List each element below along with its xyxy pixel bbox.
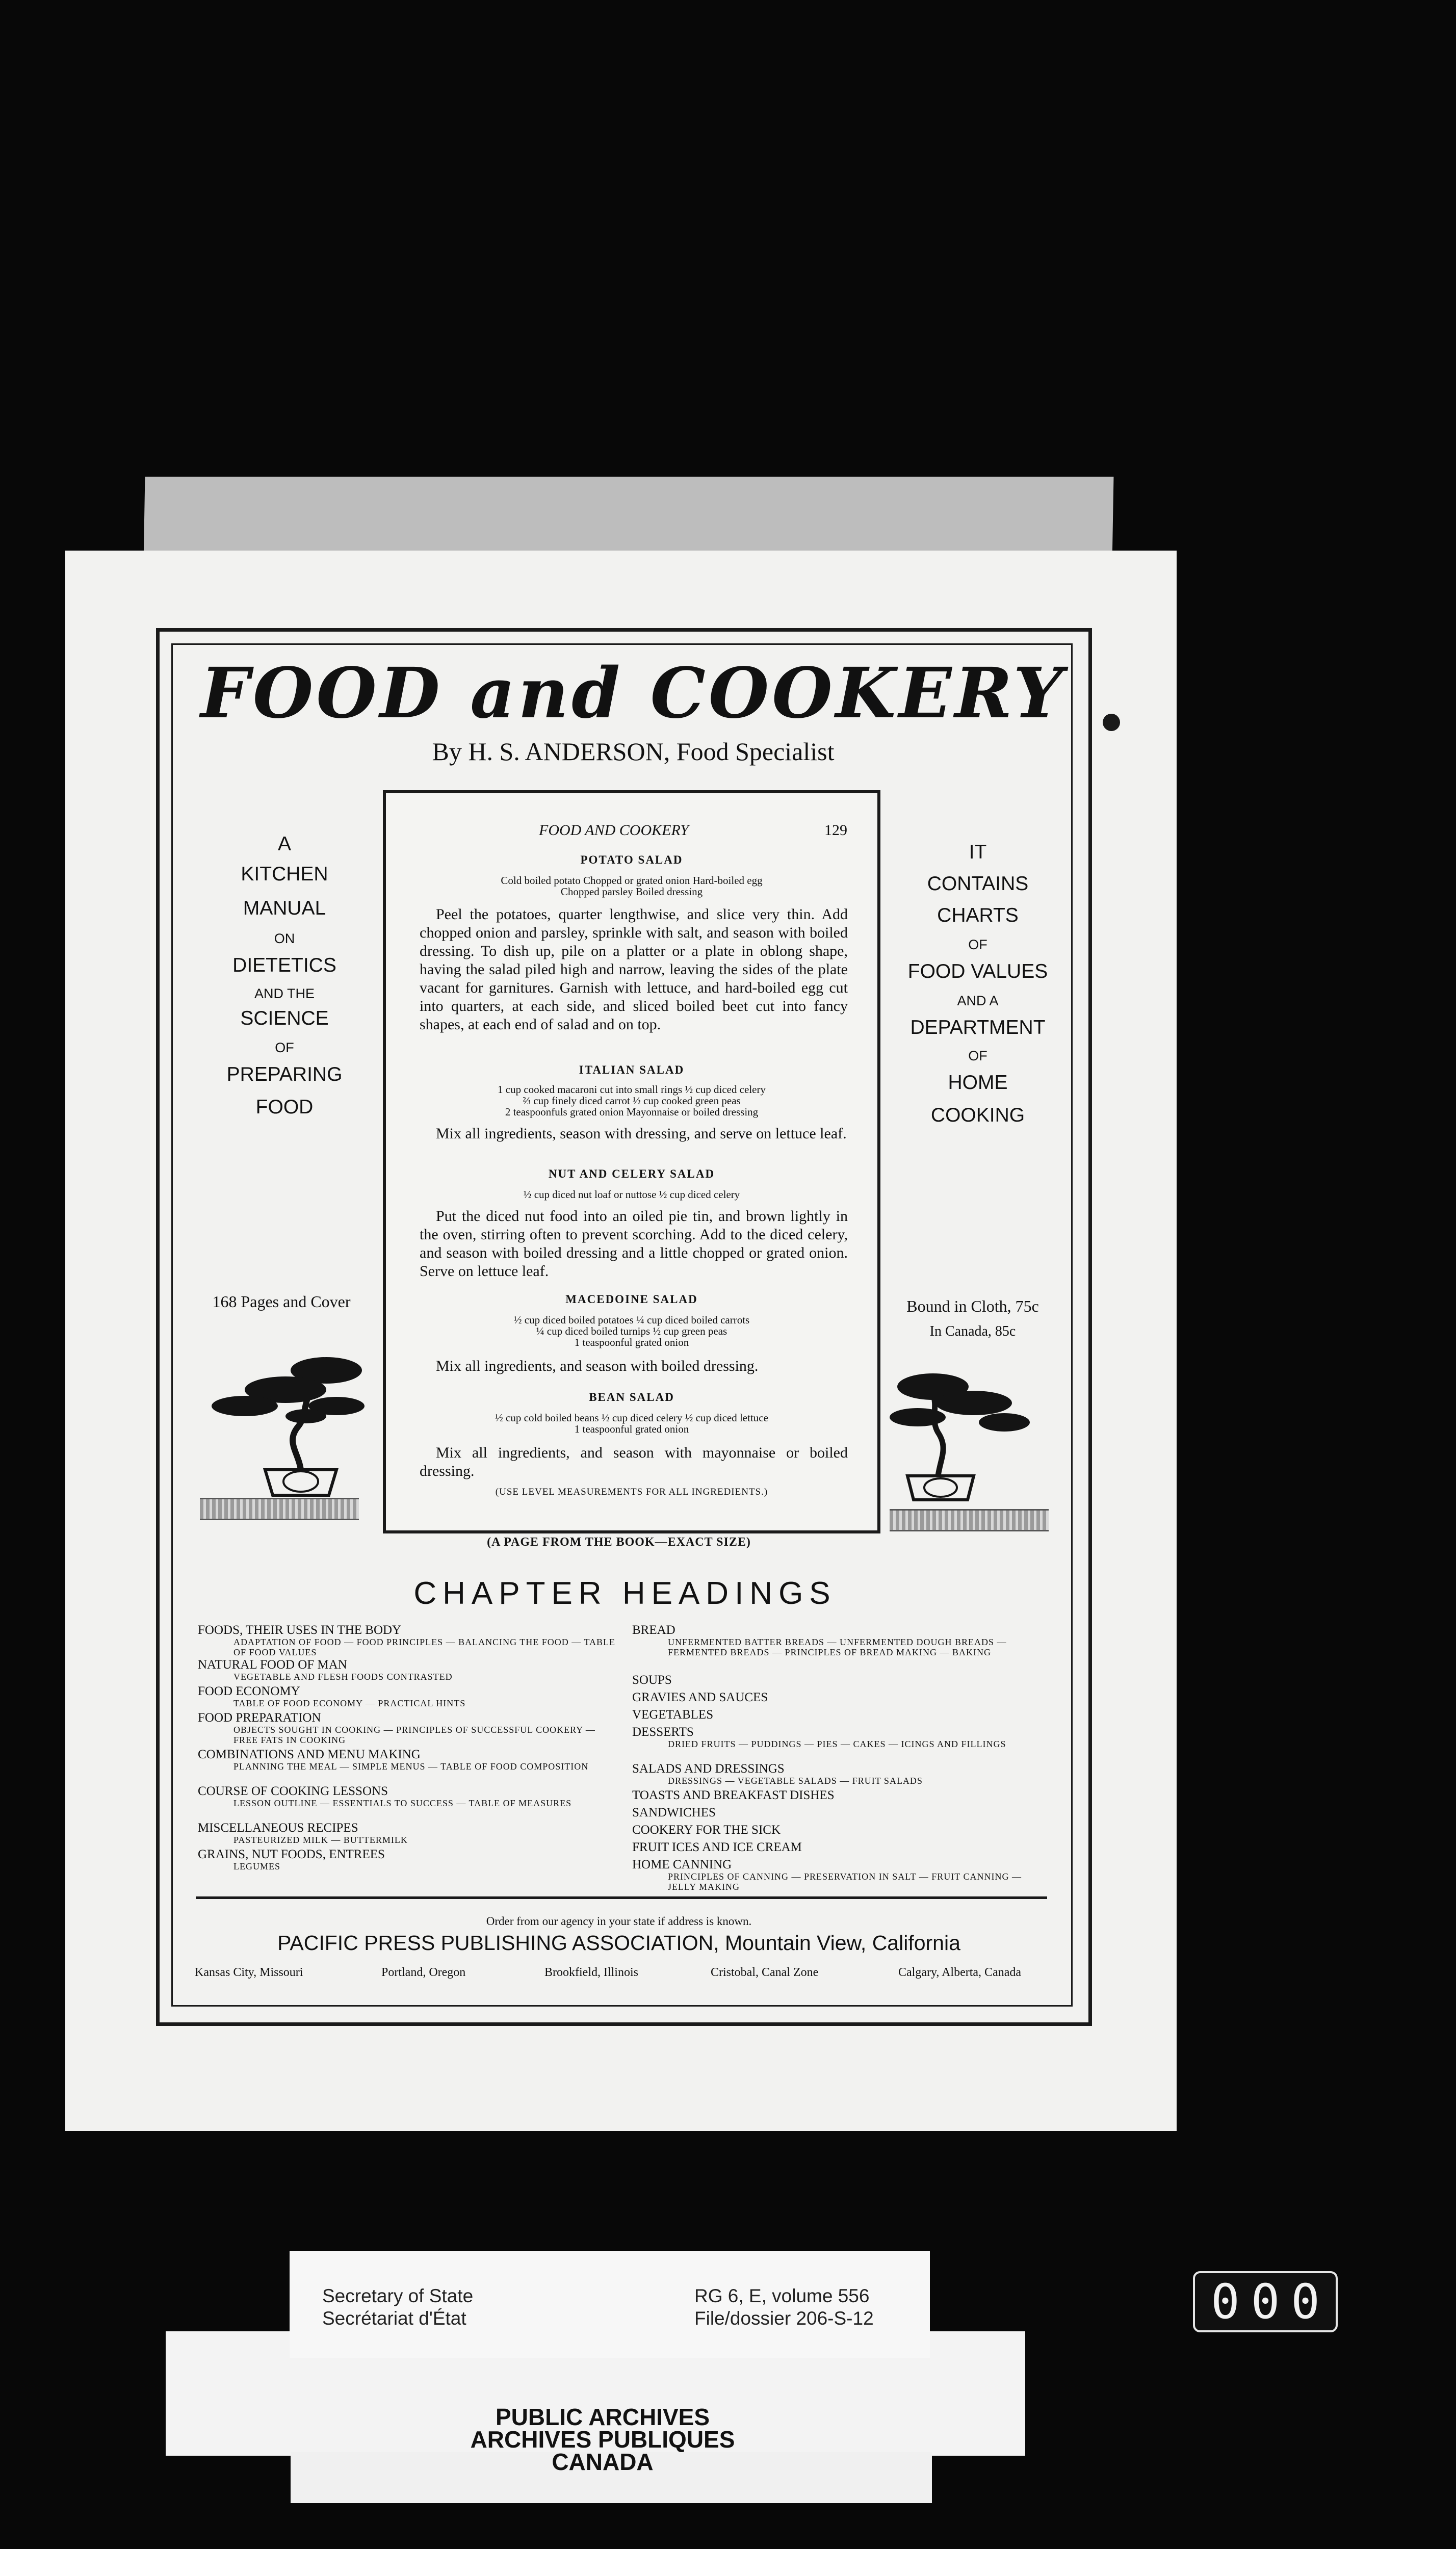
ingredients: ¼ cup diced boiled turnips ½ cup green peas <box>536 1325 727 1337</box>
left-line: MANUAL <box>243 897 326 919</box>
department-fr: Secrétariat d'État <box>322 2308 466 2329</box>
chapter-heading: NATURAL FOOD OF MAN <box>198 1658 347 1672</box>
ingredients: Cold boiled potato Chopped or grated onion Hard-boiled egg <box>501 874 763 887</box>
left-line: DIETETICS <box>232 954 336 976</box>
chapter-sub: ADAPTATION OF FOOD — FOOD PRINCIPLES — BALANCING THE FOOD — TABLE OF FOOD VALUES <box>233 1637 615 1657</box>
chapter-sub: OBJECTS SOUGHT IN COOKING — PRINCIPLES OF SUCCESSFUL COOKERY — FREE FATS IN COOKING <box>233 1725 595 1745</box>
department-en: Secretary of State <box>322 2285 474 2306</box>
recipe-body: Mix all ingredients, and season with boiled dressing. <box>436 1358 759 1374</box>
left-line: KITCHEN <box>241 863 328 885</box>
chapter-heading: SALADS AND DRESSINGS <box>632 1762 785 1776</box>
left-line: A <box>277 833 292 855</box>
chapter-sub: LEGUMES <box>233 1861 280 1871</box>
ingredients: ½ cup cold boiled beans ½ cup diced celery ½ cup diced lettuce <box>495 1412 768 1424</box>
chapter-sub: LESSON OUTLINE — ESSENTIALS TO SUCCESS — TABLE OF MEASURES <box>233 1798 572 1808</box>
chapter-heading: SOUPS <box>632 1673 672 1687</box>
archives-country: CANADA <box>552 2449 654 2475</box>
bonsai-tree-icon <box>887 1366 1035 1504</box>
footnote: (USE LEVEL MEASUREMENTS FOR ALL INGREDIENTS.) <box>495 1487 768 1497</box>
chapter-headings-title: CHAPTER HEADINGS <box>413 1576 837 1611</box>
right-line: HOME <box>948 1072 1008 1094</box>
ingredients: 1 teaspoonful grated onion <box>574 1336 689 1348</box>
recipe-heading: ITALIAN SALAD <box>579 1063 685 1076</box>
ingredients: ⅔ cup finely diced carrot ½ cup cooked green peas <box>523 1095 741 1107</box>
chapter-heading: FOODS, THEIR USES IN THE BODY <box>198 1623 402 1637</box>
chapter-sub: UNFERMENTED BATTER BREADS — UNFERMENTED DOUGH BREADS — FERMENTED BREADS — PRINCIPLES OF BREAD MAKING — BAKING <box>668 1637 1007 1657</box>
divider <box>196 1896 1047 1899</box>
chapter-heading: FOOD ECONOMY <box>198 1684 300 1698</box>
recipe-body: Peel the potatoes, quarter lengthwise, and slice very thin. Add chopped onion and parsley, sprinkle with salt, and season with boiled dressing. To dish up, pile on a platter or a plate in oblong shape, having the salad piled high and narrow, leaving the sides of the plate vacant for garnitures. Garnish with lettuce, and hard-boiled egg cut into quarters, at each side, and sliced boiled beet cut into fancy shapes, at each end of salad and on top. <box>420 906 848 1033</box>
chapter-heading: MISCELLANEOUS RECIPES <box>198 1821 358 1835</box>
chapter-sub: PRINCIPLES OF CANNING — PRESERVATION IN SALT — FRUIT CANNING — JELLY MAKING <box>668 1871 1022 1892</box>
agency-city: Calgary, Alberta, Canada <box>898 1966 1022 1979</box>
recipe-heading: MACEDOINE SALAD <box>565 1293 698 1306</box>
frame-counter-value: 000 <box>1211 2274 1331 2330</box>
right-line: CONTAINS <box>927 873 1029 895</box>
right-line: OF <box>968 1048 987 1063</box>
chapter-sub: PASTEURIZED MILK — BUTTERMILK <box>233 1835 408 1845</box>
agency-city: Portland, Oregon <box>381 1966 466 1979</box>
page-count: 168 Pages and Cover <box>212 1292 351 1311</box>
archive-reference-label <box>290 2251 930 2358</box>
archives-en: PUBLIC ARCHIVES <box>496 2404 710 2430</box>
chapter-heading: FOOD PREPARATION <box>198 1711 321 1725</box>
ingredients: ½ cup diced boiled potatoes ¼ cup diced boiled carrots <box>513 1314 750 1326</box>
recipe-body: Put the diced nut food into an oiled pie tin, and brown lightly in the oven, stirring often to prevent scorching. Add to the diced celery, and season with boiled dressing and a little chopped or grated onion. Serve on lettuce leaf. <box>420 1208 848 1280</box>
agency-city: Cristobal, Canal Zone <box>711 1966 819 1979</box>
decorative-band <box>200 1498 359 1520</box>
file-number: File/dossier 206-S-12 <box>694 2308 874 2329</box>
left-line: SCIENCE <box>240 1007 329 1029</box>
chapter-heading: GRAINS, NUT FOODS, ENTREES <box>198 1848 385 1861</box>
archives-fr: ARCHIVES PUBLIQUES <box>470 2426 735 2453</box>
decorative-band <box>890 1509 1049 1531</box>
byline: By H. S. ANDERSON, Food Specialist <box>432 737 835 766</box>
chapter-heading: TOASTS AND BREAKFAST DISHES <box>632 1788 835 1802</box>
price-cloth: Bound in Cloth, 75c <box>906 1297 1039 1315</box>
sample-book-page <box>383 790 880 1533</box>
right-line: COOKING <box>930 1104 1025 1126</box>
chapter-heading: FRUIT ICES AND ICE CREAM <box>632 1840 802 1854</box>
chapter-sub: DRIED FRUITS — PUDDINGS — PIES — CAKES — ICINGS AND FILLINGS <box>668 1739 1006 1749</box>
running-head: FOOD AND COOKERY <box>539 822 689 839</box>
frame-counter <box>1193 2271 1338 2332</box>
chapter-sub: VEGETABLE AND FLESH FOODS CONTRASTED <box>233 1672 453 1682</box>
chapter-heading: DESSERTS <box>632 1725 694 1739</box>
recipe-heading: NUT AND CELERY SALAD <box>548 1167 715 1180</box>
chapter-heading: BREAD <box>632 1623 675 1637</box>
ingredients: ½ cup diced nut loaf or nuttose ½ cup diced celery <box>523 1188 740 1201</box>
chapter-heading: SANDWICHES <box>632 1806 716 1819</box>
record-group: RG 6, E, volume 556 <box>694 2285 870 2306</box>
ingredients: 1 teaspoonful grated onion <box>574 1423 689 1435</box>
order-line: Order from our agency in your state if address is known. <box>486 1915 752 1928</box>
chapter-heading: HOME CANNING <box>632 1858 732 1871</box>
punch-hole <box>1103 714 1120 731</box>
left-line: FOOD <box>255 1096 314 1118</box>
left-line: OF <box>275 1040 294 1055</box>
page-title: FOOD and COOKERY <box>200 653 1066 734</box>
recipe-body: Mix all ingredients, season with dressing, and serve on lettuce leaf. <box>436 1125 847 1142</box>
chapter-heading: GRAVIES AND SAUCES <box>632 1690 768 1704</box>
ingredients: 1 cup cooked macaroni cut into small rings ½ cup diced celery <box>498 1083 766 1096</box>
agency-city: Brookfield, Illinois <box>544 1966 638 1979</box>
right-line: CHARTS <box>937 904 1019 926</box>
chapter-heading: COMBINATIONS AND MENU MAKING <box>198 1748 421 1761</box>
ingredients: Chopped parsley Boiled dressing <box>560 886 703 898</box>
page-number: 129 <box>824 822 847 839</box>
left-line: ON <box>274 931 295 946</box>
right-line: AND A <box>957 993 999 1008</box>
chapter-heading: VEGETABLES <box>632 1708 714 1722</box>
right-line: FOOD VALUES <box>907 960 1048 982</box>
agency-city: Kansas City, Missouri <box>195 1966 303 1979</box>
left-line: PREPARING <box>226 1063 343 1085</box>
recipe-body: Mix all ingredients, and season with mayonnaise or boiled dressing. <box>420 1444 848 1479</box>
chapter-sub: PLANNING THE MEAL — SIMPLE MENUS — TABLE OF FOOD COMPOSITION <box>233 1761 589 1772</box>
chapter-sub: DRESSINGS — VEGETABLE SALADS — FRUIT SALADS <box>668 1776 923 1786</box>
publisher-name: PACIFIC PRESS PUBLISHING ASSOCIATION, Mountain View, California <box>277 1931 960 1955</box>
recipe-heading: POTATO SALAD <box>580 853 683 866</box>
chapter-heading: COURSE OF COOKING LESSONS <box>198 1784 388 1798</box>
chapter-heading: COOKERY FOR THE SICK <box>632 1823 781 1837</box>
ingredients: 2 teaspoonfuls grated onion Mayonnaise or boiled dressing <box>505 1106 759 1118</box>
recipe-heading: BEAN SALAD <box>589 1391 674 1403</box>
price-canada: In Canada, 85c <box>929 1323 1016 1339</box>
left-line: AND THE <box>254 986 315 1001</box>
right-line: IT <box>969 841 987 863</box>
page-caption: (A PAGE FROM THE BOOK—EXACT SIZE) <box>487 1536 751 1549</box>
bonsai-tree-icon <box>209 1350 372 1498</box>
chapter-sub: TABLE OF FOOD ECONOMY — PRACTICAL HINTS <box>233 1698 466 1708</box>
right-line: DEPARTMENT <box>910 1017 1046 1038</box>
right-line: OF <box>968 937 987 952</box>
